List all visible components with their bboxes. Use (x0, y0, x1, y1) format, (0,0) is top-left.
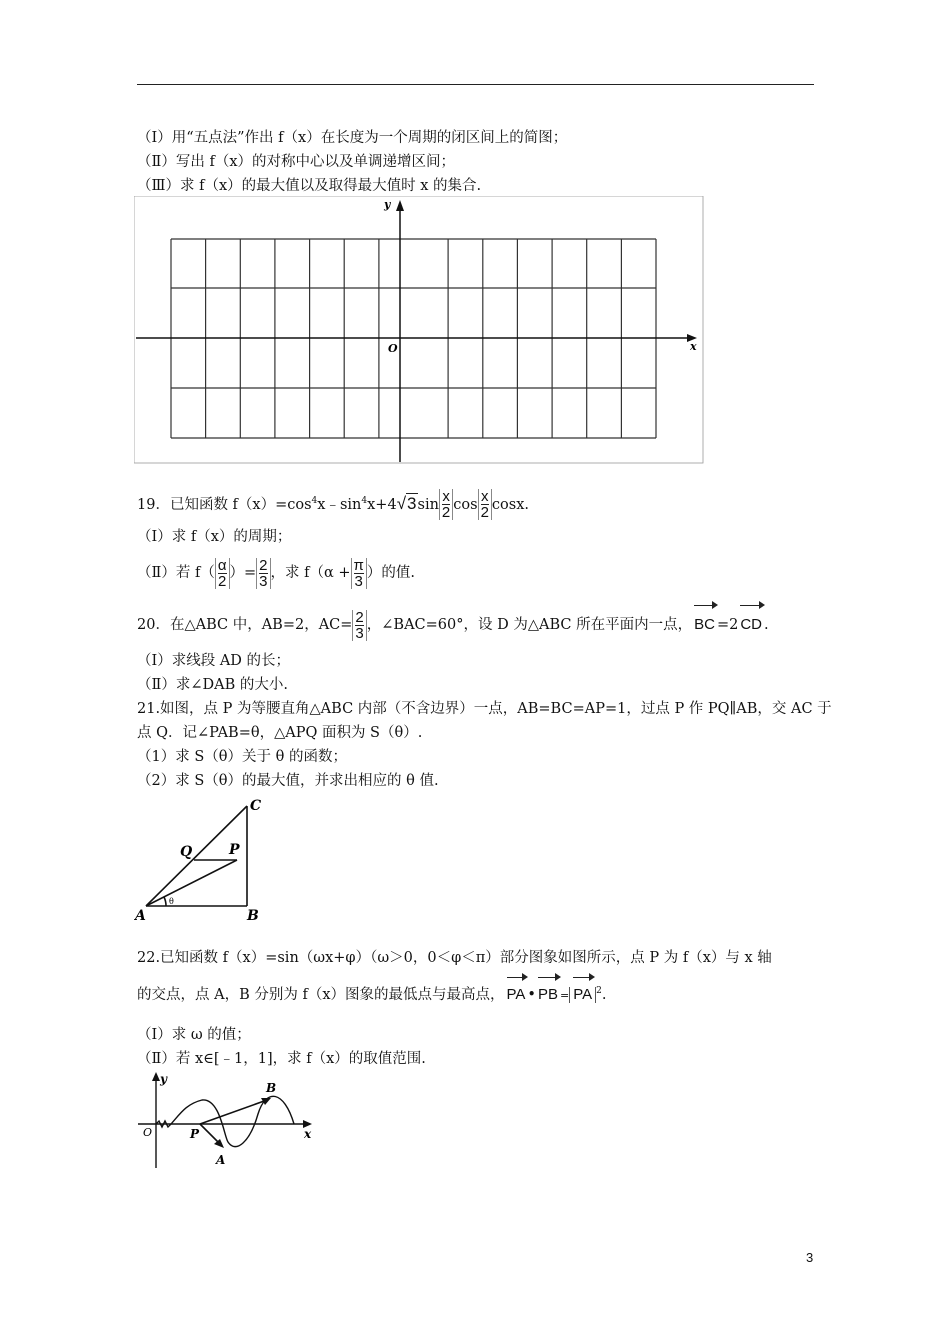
q21-part1: （1）求 S（θ）关于 θ 的函数； (137, 749, 347, 765)
q18-part3: （Ⅲ）求 f（x）的最大值以及取得最大值时 x 的集合. (137, 178, 482, 194)
q19-stem: 19．已知函数 $f(x)=\cos^4x﹣\sin^4x+4√3\sin$ $\frac{x}{2}$ cos $\frac{x}{2}$ cosx. (137, 488, 529, 522)
fraction-x-over-2: $\frac{x}{2}$ (478, 489, 492, 520)
label-b: B (247, 908, 259, 924)
label-a: A (216, 1153, 226, 1167)
label-theta: θ (169, 897, 174, 906)
page-number: 3 (806, 1250, 814, 1265)
angle-theta-arc (164, 897, 166, 906)
label-c: C (250, 798, 262, 814)
q22-line1: 22.已知函数 f（x）=sin（ωx+φ）（ω＞0，0＜φ＜π）部分图象如图所示，点 P 为 f（x）与 x 轴 (137, 950, 772, 966)
fraction-x-over-2: $\frac{x}{2}$ (439, 489, 453, 520)
triangle-figure (134, 796, 274, 924)
label-o: O (143, 1126, 153, 1139)
origin-label: O (388, 342, 398, 355)
q22-part1: （Ⅰ）求 ω 的值； (137, 1027, 251, 1043)
vector-pa: PA (573, 977, 592, 1010)
vector-bc: BC (694, 605, 715, 642)
q19-part2: （Ⅱ）若 f（ $\frac{\alpha}{2}$ ）= $\frac{2}{3}$ ，求 f（α + $\frac{\pi}{3}$ ）的值. (137, 556, 416, 590)
sqrt-symbol: √3 (396, 493, 417, 513)
vector-pa-magnitude (569, 987, 596, 1003)
y-axis-label: y (384, 198, 391, 211)
header-rule (137, 84, 814, 85)
fraction-2-over-3: $\frac{2}{3}$ (352, 610, 366, 641)
vector-pb: PB (538, 977, 558, 1010)
vector-pa: PA (507, 977, 526, 1010)
sine-graph-figure (134, 1070, 316, 1170)
y-axis-arrow-icon (396, 200, 404, 211)
x-axis-label: x (690, 340, 697, 353)
label-y: y (160, 1072, 167, 1086)
sine-curve (156, 1096, 294, 1146)
vector-pb-arrow (200, 1100, 267, 1124)
q20-part2: （Ⅱ）求∠DAB 的大小. (137, 677, 288, 693)
label-b: B (266, 1081, 277, 1095)
y-axis-arrow-icon (152, 1072, 160, 1081)
q21-line1: 21.如图，点 P 为等腰直角△ABC 内部（不含边界）一点，AB=BC=AP=1，过点 P 作 PQ∥AB，交 AC 于 (137, 701, 832, 717)
label-p: P (229, 842, 240, 858)
q21-line2: 点 Q．记∠PAB=θ，△APQ 面积为 S（θ）. (137, 725, 423, 741)
label-p: P (190, 1127, 200, 1141)
q19-part1: （Ⅰ）求 f（x）的周期； (137, 529, 292, 545)
q18-part2: （Ⅱ）写出 f（x）的对称中心以及单调递增区间； (137, 154, 456, 170)
fraction-alpha-over-2: $\frac{\alpha}{2}$ (215, 558, 230, 589)
q22-part2: （Ⅱ）若 x∈[﹣1，1]，求 f（x）的取值范围. (137, 1051, 426, 1067)
coordinate-grid-figure (134, 196, 704, 464)
q20-part1: （Ⅰ）求线段 AD 的长； (137, 653, 291, 669)
label-a: A (135, 908, 146, 924)
label-x: x (304, 1127, 312, 1141)
q22-line2: 的交点，点 A，B 分别为 f（x）图象的最低点与最高点， PA • PB = PA $^2$. (137, 976, 606, 1011)
q20-stem: 20．在△ABC 中，AB=2，AC= $\frac{2}{3}$ ，∠BAC=60°，设 D 为△ABC 所在平面内一点， BC =2 CD . (137, 605, 769, 642)
vector-pa-arrow (200, 1124, 220, 1144)
segment-ap (146, 860, 237, 906)
label-q: Q (180, 844, 193, 860)
fraction-2-over-3: $\frac{2}{3}$ (256, 558, 270, 589)
q18-part1: （Ⅰ）用“五点法”作出 f（x）在长度为一个周期的闭区间上的简图； (137, 130, 568, 146)
fraction-pi-over-3: $\frac{\pi}{3}$ (351, 558, 367, 589)
q21-part2: （2）求 S（θ）的最大值，并求出相应的 θ 值. (137, 773, 439, 789)
vector-cd: CD (740, 605, 762, 642)
